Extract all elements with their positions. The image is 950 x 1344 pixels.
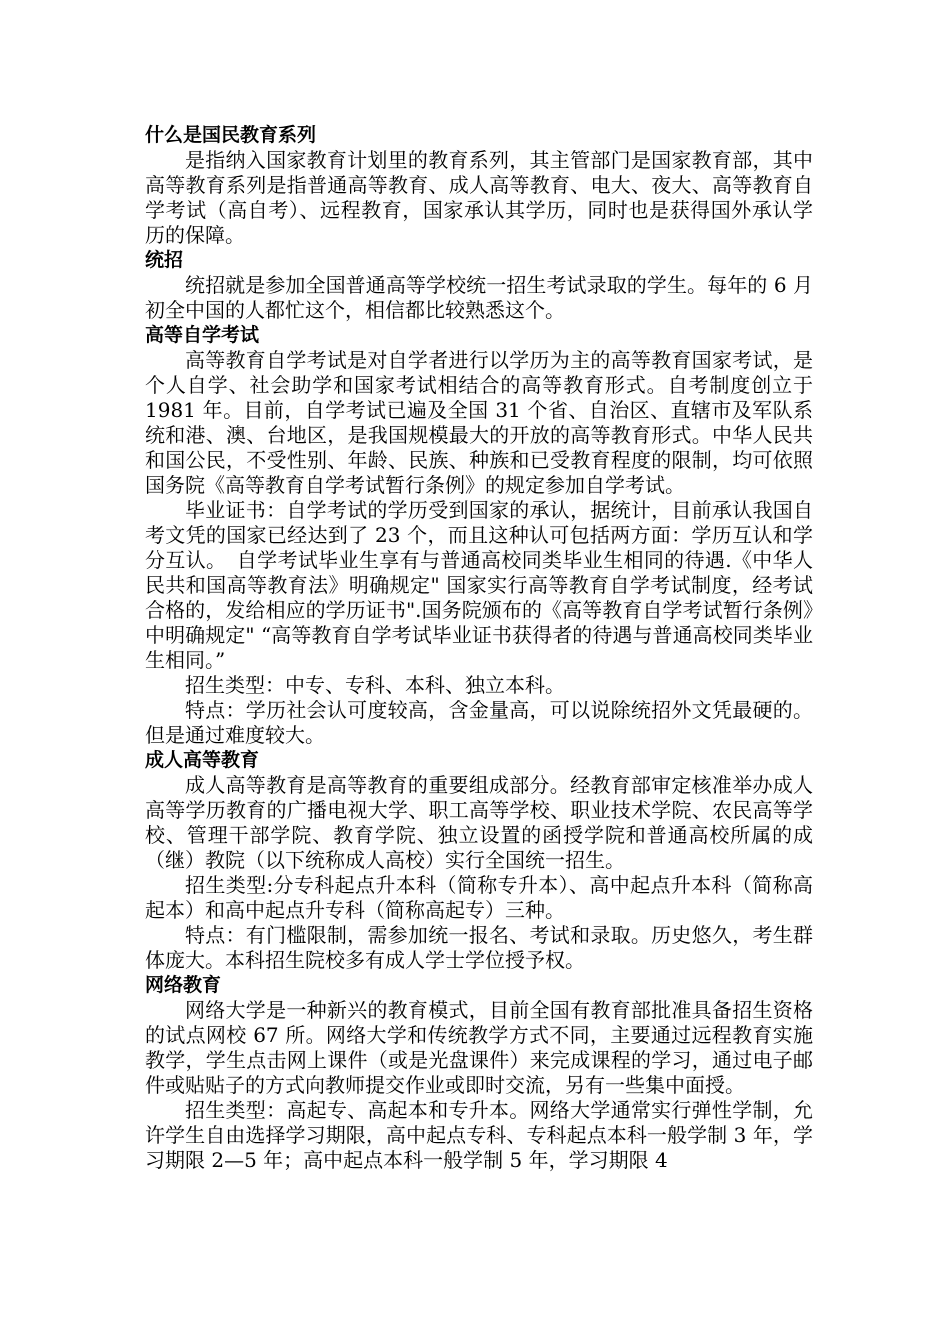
paragraph: 网络大学是一种新兴的教育模式，目前全国有教育部批准具备招生资格的试点网校 67 所。网络大学和传统教学方式不同，主要通过远程教育实施教学，学生点击网上课件（或是光盘课件）来完成课程的学习，通过电子邮件或贴贴子的方式向教师提交作业或即时交流，另有一些集中面授。: [145, 998, 813, 1097]
paragraph: 招生类型：中专、专科、本科、独立本科。: [185, 673, 565, 697]
paragraph: 毕业证书：自学考试的学历受到国家的承认，据统计，目前承认我国自考文凭的国家已经达到了 23 个，而且这种认可包括两方面：学历互认和学分互认。 自学考试毕业生享有与普通高校同类毕业生相同的待遇.《中华人民共和国高等教育法》明确规定" 国家实行高等教育自学考试制度，经考试合格的，发给相应的学历证书".国务院颁布的《高等教育自学考试暂行条例》中明确规定" “高等教育自学考试毕业证书获得者的待遇与普通高校同类毕业生相同。”: [145, 498, 813, 672]
paragraph: 特点：学历社会认可度较高，含金量高，可以说除统招外文凭最硬的。但是通过难度较大。: [145, 698, 813, 747]
paragraph: 特点：有门槛限制，需参加统一报名、考试和录取。历史悠久，考生群体庞大。本科招生院校多有成人学士学位授予权。: [145, 923, 813, 972]
section-heading-adult-education: 成人高等教育: [145, 749, 260, 771]
section-heading-online-education: 网络教育: [145, 974, 222, 996]
paragraph: 成人高等教育是高等教育的重要组成部分。经教育部审定核准举办成人高等学历教育的广播电视大学、职工高等学校、职业技术学院、农民高等学校、管理干部学院、教育学院、独立设置的函授学院和普通高校所属的成（继）教院（以下统称成人高校）实行全国统一招生。: [145, 773, 813, 872]
section-heading-self-study-exam: 高等自学考试: [145, 324, 260, 346]
paragraph: 是指纳入国家教育计划里的教育系列，其主管部门是国家教育部，其中高等教育系列是指普通高等教育、成人高等教育、电大、夜大、高等教育自学考试（高自考）、远程教育，国家承认其学历，同时也是获得国外承认学历的保障。: [145, 148, 813, 247]
paragraph: 招生类型：高起专、高起本和专升本。网络大学通常实行弹性学制，允许学生自由选择学习期限，高中起点专科、专科起点本科一般学制 3 年，学习期限 2—5 年；高中起点本科一般学制 5 年，学习期限 4: [145, 1098, 813, 1172]
section-heading-unified-admission: 统招: [145, 249, 184, 271]
paragraph: 高等教育自学考试是对自学者进行以学历为主的高等教育国家考试，是个人自学、社会助学和国家考试相结合的高等教育形式。自考制度创立于 1981 年。目前，自学考试已遍及全国 31 个省、自治区、直辖市及军队系统和港、澳、台地区，是我国规模最大的开放的高等教育形式。中华人民共和国公民，不受性别、年龄、民族、种族和已受教育程度的限制，均可依照国务院《高等教育自学考试暂行条例》的规定参加自学考试。: [145, 348, 813, 497]
paragraph: 招生类型:分专科起点升本科（简称专升本）、高中起点升本科（简称高起本）和高中起点升专科（简称高起专）三种。: [145, 873, 813, 922]
paragraph: 统招就是参加全国普通高等学校统一招生考试录取的学生。每年的 6 月初全中国的人都忙这个，相信都比较熟悉这个。: [145, 273, 813, 322]
section-heading-national-education: 什么是国民教育系列: [145, 124, 317, 146]
document-page: [145, 123, 813, 1173]
